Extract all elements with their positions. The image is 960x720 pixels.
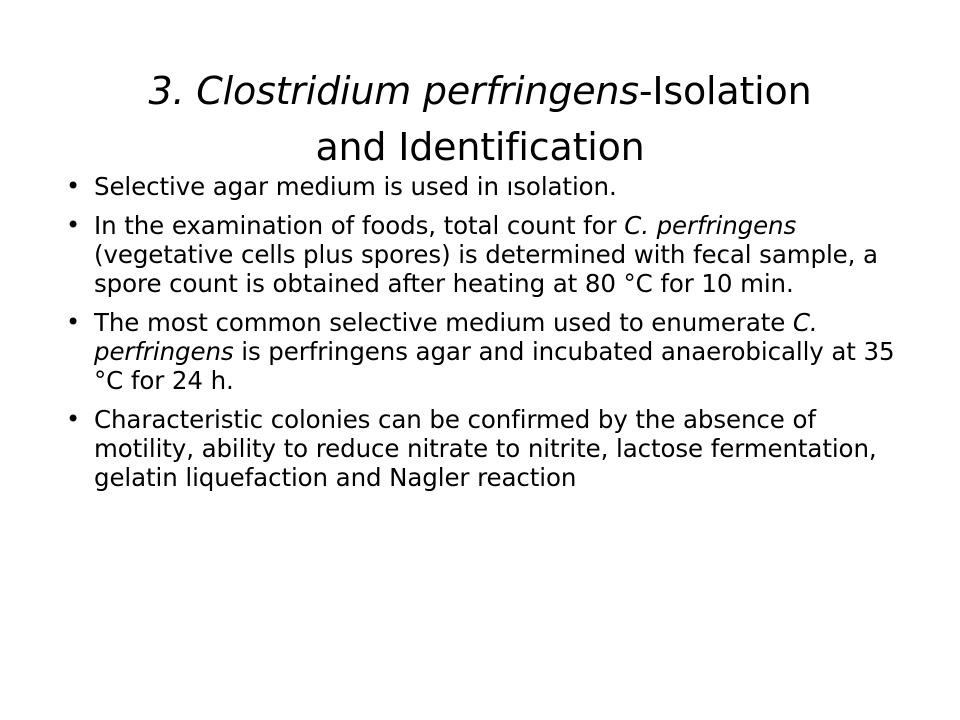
bullet-item — [66, 211, 916, 298]
bullet-list — [66, 172, 916, 502]
title-number: 3. — [148, 69, 185, 114]
bullet-text: Characteristic colonies can be confirmed by the absence of motility, ability to reduce nitrate to nitrite, lactose fermentation, gelatin liquefaction and Nagler reaction — [94, 405, 877, 492]
bullet-item — [66, 172, 916, 201]
slide-title — [60, 63, 900, 175]
title-rest-line1: -Isolation — [638, 69, 812, 114]
bullet-text: Selective agar medium is used in ısolation. — [94, 172, 617, 201]
bullet-point-icon: • — [66, 405, 81, 433]
title-rest-line2: and Identification — [315, 125, 645, 170]
bullet-text: The most common selective medium used to enumerate C. perfringens is perfringens agar and incubated anaerobically at 35 °C for 24 h. — [94, 308, 895, 395]
bullet-point-icon: • — [66, 308, 81, 336]
bullet-item — [66, 405, 916, 492]
bullet-text: In the examination of foods, total count for C. perfringens (vegetative cells plus spores) is determined with fecal sample, a spore count is obtained after heating at 80 °C for 10 min. — [94, 211, 878, 298]
bullet-item — [66, 308, 916, 395]
title-organism: Clostridium perfringens — [196, 69, 639, 114]
bullet-point-icon: • — [66, 211, 81, 239]
bullet-point-icon: • — [66, 172, 81, 200]
